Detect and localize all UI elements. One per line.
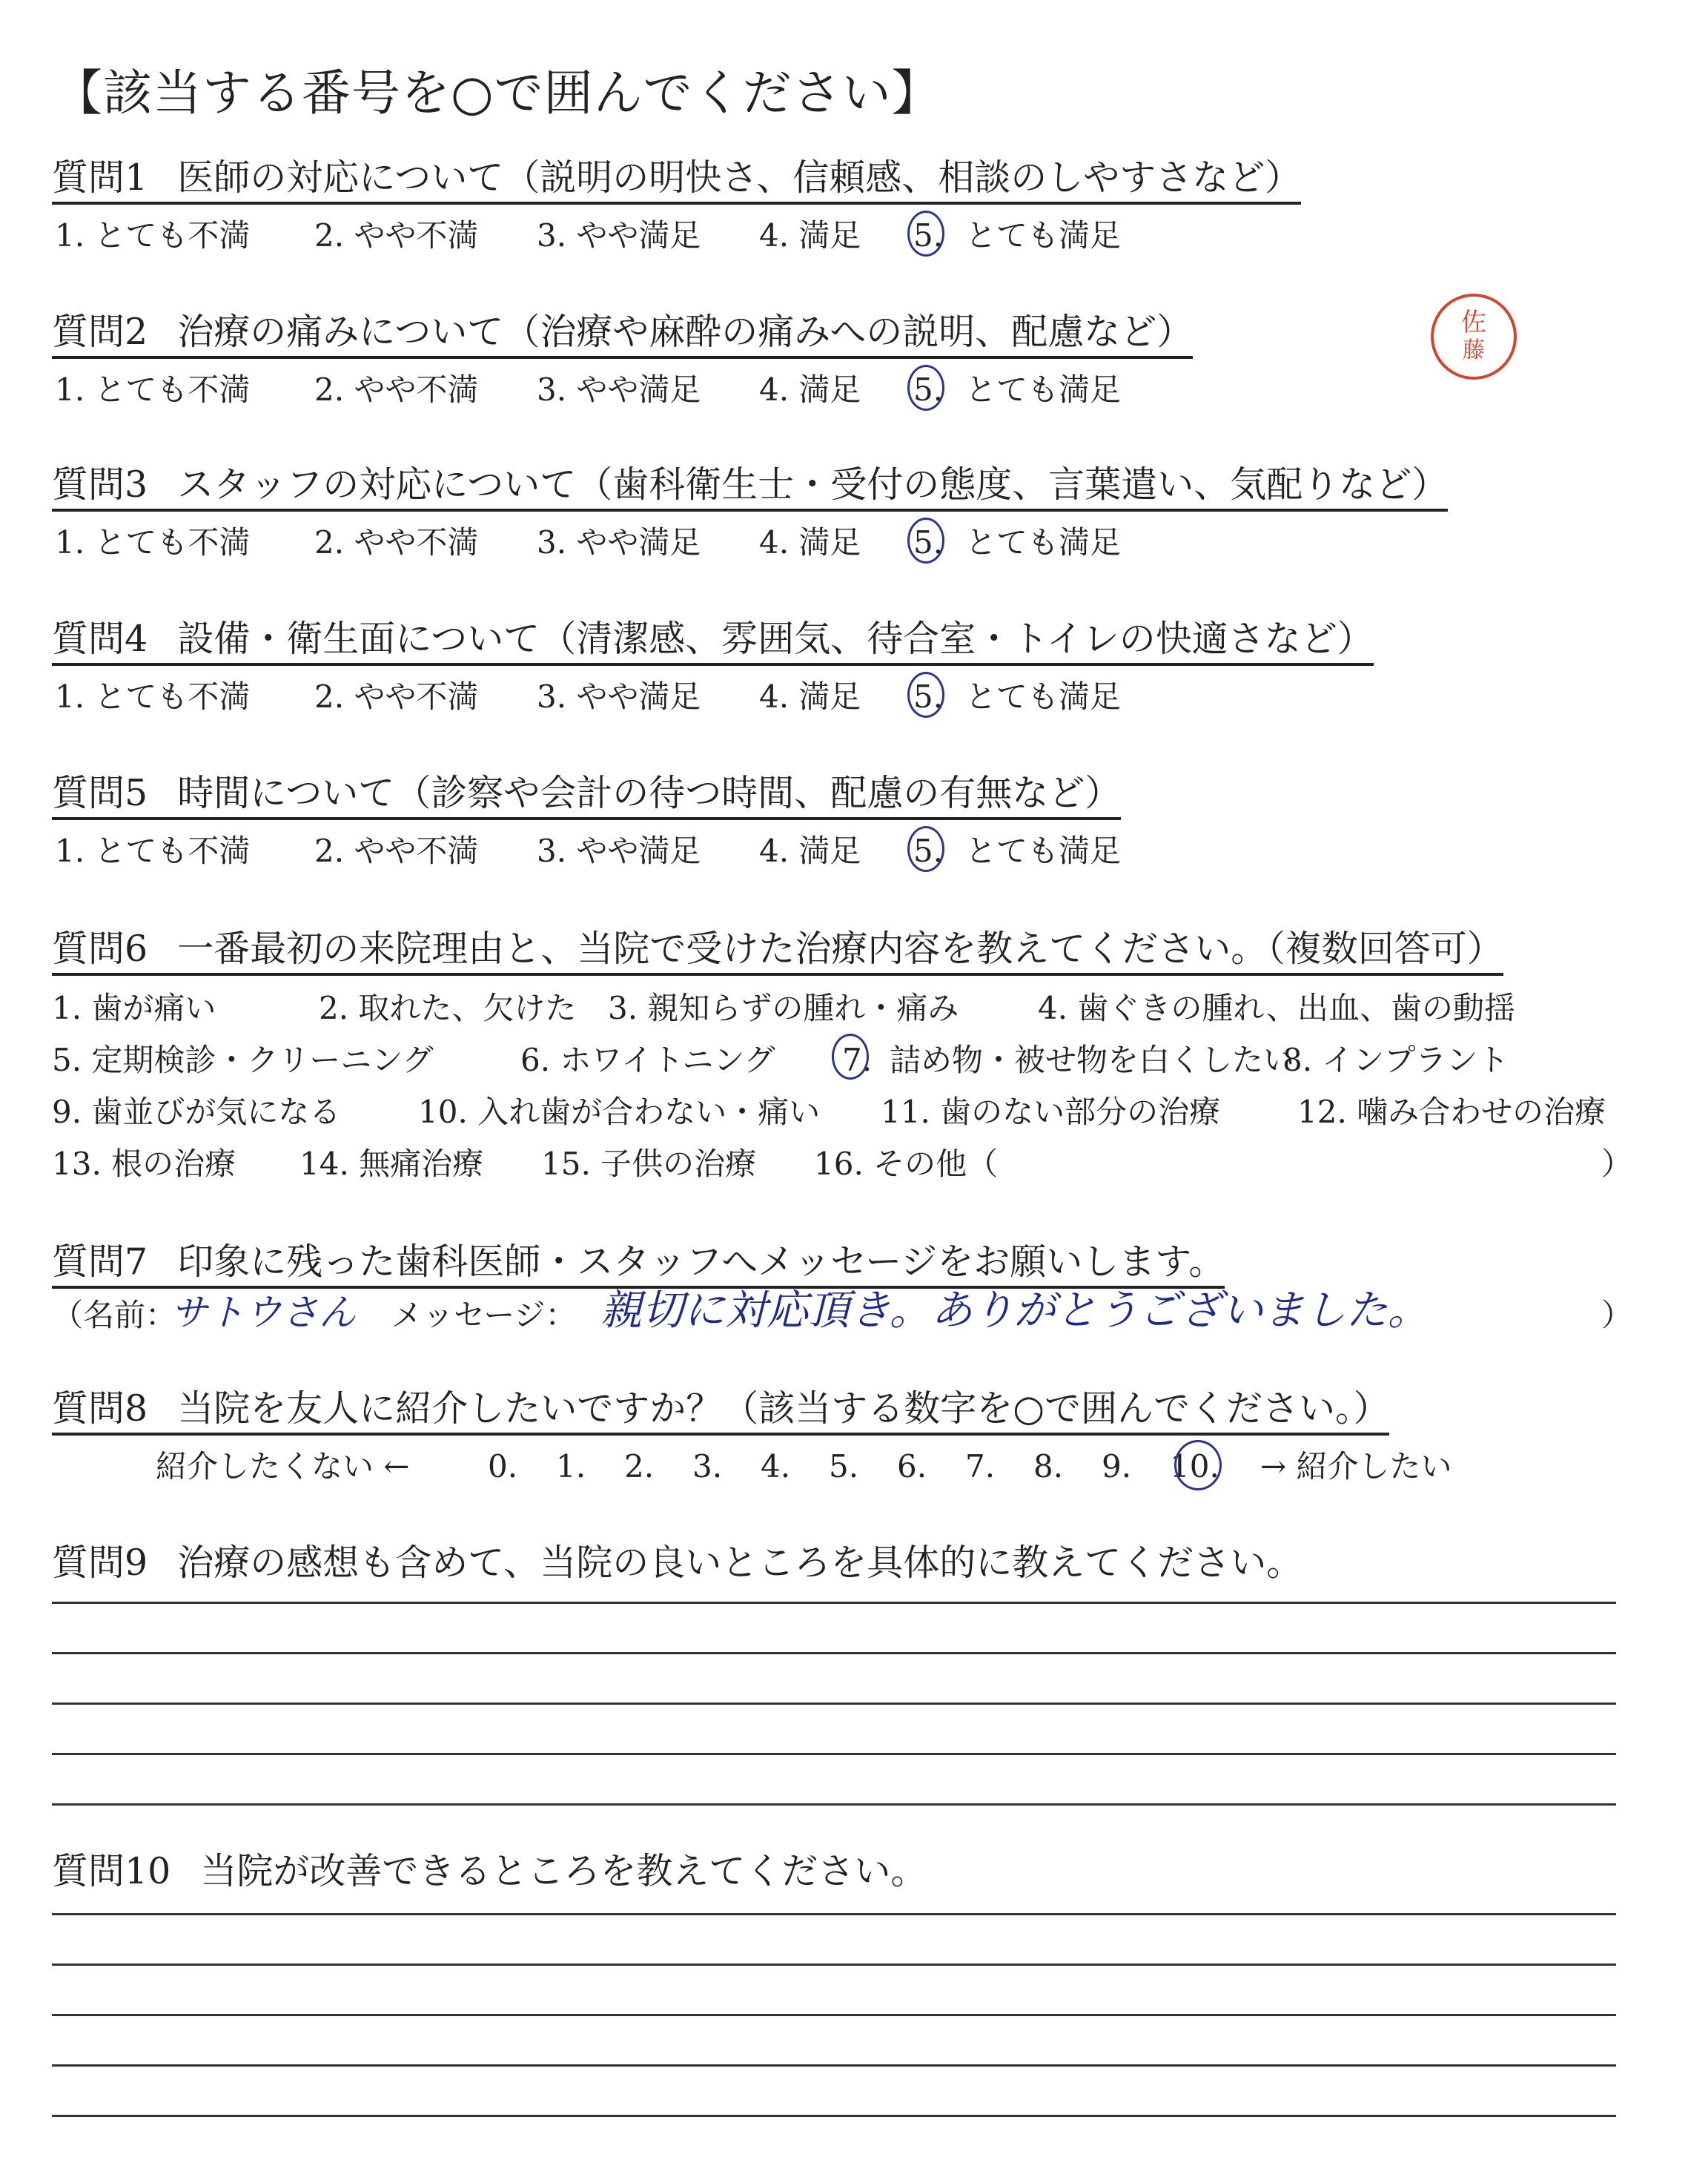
q10-answer-line[interactable] xyxy=(52,1964,1616,1966)
question-10-title: 質問10 当院が改善できるところを教えてください。 xyxy=(52,1850,927,1892)
q2-option-2[interactable]: 2. やや不満 xyxy=(314,371,479,408)
q2-option-6[interactable]: とても満足 xyxy=(965,371,1122,408)
q1-option-3[interactable]: 3. やや満足 xyxy=(537,217,701,254)
message-label: メッセージ： xyxy=(391,1297,577,1333)
q9-answer-line[interactable] xyxy=(52,1702,1616,1705)
question-2-title: 質問2 治療の痛みについて（治療や麻酔の痛みへの説明、配慮など） xyxy=(52,310,1193,359)
q8-scale-6[interactable]: 6. xyxy=(897,1448,927,1484)
q5-option-6[interactable]: とても満足 xyxy=(965,833,1122,869)
q4-option-2[interactable]: 2. やや不満 xyxy=(314,678,479,715)
q2-option-5[interactable]: 5. xyxy=(913,371,944,408)
q10-answer-line[interactable] xyxy=(52,2014,1616,2016)
seal-stamp: 佐 藤 xyxy=(1431,294,1517,380)
q1-option-6[interactable]: とても満足 xyxy=(965,217,1122,254)
q2-option-4[interactable]: 4. 満足 xyxy=(759,371,861,408)
q6-option-16-close: ） xyxy=(1601,1146,1633,1182)
q8-scale-7[interactable]: 7. xyxy=(965,1448,996,1484)
question-5-title: 質問5 時間について（診察や会計の待つ時間、配慮の有無など） xyxy=(52,771,1121,820)
q1-option-5[interactable]: 5. xyxy=(913,217,944,254)
q3-option-5[interactable]: 5. xyxy=(913,524,944,561)
question-5-options xyxy=(55,832,1167,873)
question-1-options xyxy=(55,217,1167,258)
q5-option-1[interactable]: 1. とても不満 xyxy=(55,833,251,869)
q8-scale-row xyxy=(156,1447,1490,1492)
q8-scale-8[interactable]: 8. xyxy=(1033,1448,1064,1484)
q8-scale-3[interactable]: 3. xyxy=(692,1448,723,1484)
question-3-options xyxy=(55,524,1167,565)
question-7-title: 質問7 印象に残った歯科医師・スタッフへメッセージをお願いします。 xyxy=(52,1240,1225,1289)
q6-selection-circle xyxy=(832,1034,869,1080)
q6-option-11[interactable]: 11. 歯のない部分の治療 xyxy=(881,1094,1221,1130)
page-title: 【該当する番号を○で囲んでください】 xyxy=(53,65,941,122)
name-label: （名前： xyxy=(52,1297,177,1333)
q2-option-1[interactable]: 1. とても不満 xyxy=(55,371,251,408)
q6-option-15[interactable]: 15. 子供の治療 xyxy=(541,1146,757,1182)
q1-option-1[interactable]: 1. とても不満 xyxy=(55,217,251,254)
q5-option-4[interactable]: 4. 満足 xyxy=(759,833,861,869)
q10-answer-line[interactable] xyxy=(52,2064,1616,2067)
question-4-options xyxy=(55,678,1167,719)
q6-option-1[interactable]: 1. 歯が痛い xyxy=(52,990,216,1026)
q9-answer-line[interactable] xyxy=(52,1652,1616,1654)
q10-answer-line[interactable] xyxy=(52,2115,1616,2117)
question-1-title: 質問1 医師の対応について（説明の明快さ、信頼感、相談のしやすさなど） xyxy=(52,156,1301,205)
q6-option-6[interactable]: 6. ホワイトニング xyxy=(520,1042,775,1078)
q6-option-3[interactable]: 3. 親知らずの腫れ・痛み xyxy=(608,990,959,1026)
q8-scale-10[interactable]: 10. xyxy=(1170,1448,1219,1484)
q3-option-6[interactable]: とても満足 xyxy=(965,524,1122,561)
q8-scale-2[interactable]: 2. xyxy=(624,1448,655,1484)
question-4-title: 質問4 設備・衛生面について（清潔感、雰囲気、待合室・トイレの快適さなど） xyxy=(52,617,1374,666)
q2-option-3[interactable]: 3. やや満足 xyxy=(537,371,701,408)
q8-scale-1[interactable]: 1. xyxy=(556,1448,586,1484)
q7-answer-row xyxy=(52,1287,1638,1348)
q8-scale-9[interactable]: 9. xyxy=(1102,1448,1132,1484)
q4-option-4[interactable]: 4. 満足 xyxy=(759,678,861,715)
message-field[interactable]: 親切に対応頂き。ありがとうございました。 xyxy=(600,1287,1429,1335)
q8-scale-0[interactable]: 0. xyxy=(488,1448,518,1484)
q1-option-2[interactable]: 2. やや不満 xyxy=(314,217,479,254)
question-6-title: 質問6 一番最初の来院理由と、当院で受けた治療内容を教えてください。（複数回答可） xyxy=(52,927,1503,976)
q2-selection-circle xyxy=(907,365,944,411)
q4-selection-circle xyxy=(907,672,944,718)
q9-answer-line[interactable] xyxy=(52,1602,1616,1604)
q6-option-5[interactable]: 5. 定期検診・クリーニング xyxy=(52,1042,434,1078)
q5-option-2[interactable]: 2. やや不満 xyxy=(314,833,479,869)
q6-option-7-label[interactable]: 詰め物・被せ物を白くしたい xyxy=(890,1042,1295,1078)
q5-option-3[interactable]: 3. やや満足 xyxy=(537,833,701,869)
q3-option-2[interactable]: 2. やや不満 xyxy=(314,524,479,561)
q6-option-2[interactable]: 2. 取れた、欠けた xyxy=(319,990,577,1026)
q6-option-9[interactable]: 9. 歯並びが気になる xyxy=(52,1094,341,1130)
question-8-title: 質問8 当院を友人に紹介したいですか？（該当する数字を○で囲んでください。） xyxy=(52,1387,1389,1436)
q1-selection-circle xyxy=(907,211,944,257)
q3-selection-circle xyxy=(907,518,944,564)
q6-option-13[interactable]: 13. 根の治療 xyxy=(52,1146,236,1182)
q4-option-3[interactable]: 3. やや満足 xyxy=(537,678,701,715)
q3-option-3[interactable]: 3. やや満足 xyxy=(537,524,701,561)
q1-option-4[interactable]: 4. 満足 xyxy=(759,217,861,254)
q10-answer-line[interactable] xyxy=(52,1913,1616,1915)
q4-option-6[interactable]: とても満足 xyxy=(965,678,1122,715)
message-close: ） xyxy=(1601,1297,1633,1333)
q8-scale-4[interactable]: 4. xyxy=(761,1448,791,1484)
q6-option-10[interactable]: 10. 入れ歯が合わない・痛い xyxy=(418,1094,821,1130)
q9-answer-line[interactable] xyxy=(52,1803,1616,1806)
q6-option-14[interactable]: 14. 無痛治療 xyxy=(299,1146,484,1182)
q8-left-label: 紹介したくない ← xyxy=(156,1448,410,1484)
name-field[interactable]: サトウさん xyxy=(171,1291,356,1334)
q8-right-label: → 紹介したい xyxy=(1260,1448,1452,1484)
question-2-options xyxy=(55,371,1167,412)
q6-option-8[interactable]: 8. インプラント xyxy=(1282,1042,1509,1078)
q6-option-16[interactable]: 16. その他（ xyxy=(814,1146,999,1182)
q5-option-5[interactable]: 5. xyxy=(913,833,944,869)
question-9-title: 質問9 治療の感想も含めて、当院の良いところを具体的に教えてください。 xyxy=(52,1542,1303,1584)
q9-answer-line[interactable] xyxy=(52,1753,1616,1755)
q6-option-7-number[interactable]: 7. xyxy=(842,1042,873,1078)
q6-option-4[interactable]: 4. 歯ぐきの腫れ、出血、歯の動揺 xyxy=(1038,990,1515,1026)
q6-option-12[interactable]: 12. 噛み合わせの治療 xyxy=(1297,1094,1606,1130)
q8-scale-5[interactable]: 5. xyxy=(829,1448,859,1484)
q8-selection-circle xyxy=(1174,1440,1222,1490)
q3-option-1[interactable]: 1. とても不満 xyxy=(55,524,251,561)
q5-selection-circle xyxy=(907,826,944,872)
q3-option-4[interactable]: 4. 満足 xyxy=(759,524,861,561)
question-3-title: 質問3 スタッフの対応について（歯科衛生士・受付の態度、言葉遣い、気配りなど） xyxy=(52,463,1448,512)
q4-option-5[interactable]: 5. xyxy=(913,678,944,715)
q4-option-1[interactable]: 1. とても不満 xyxy=(55,678,251,715)
